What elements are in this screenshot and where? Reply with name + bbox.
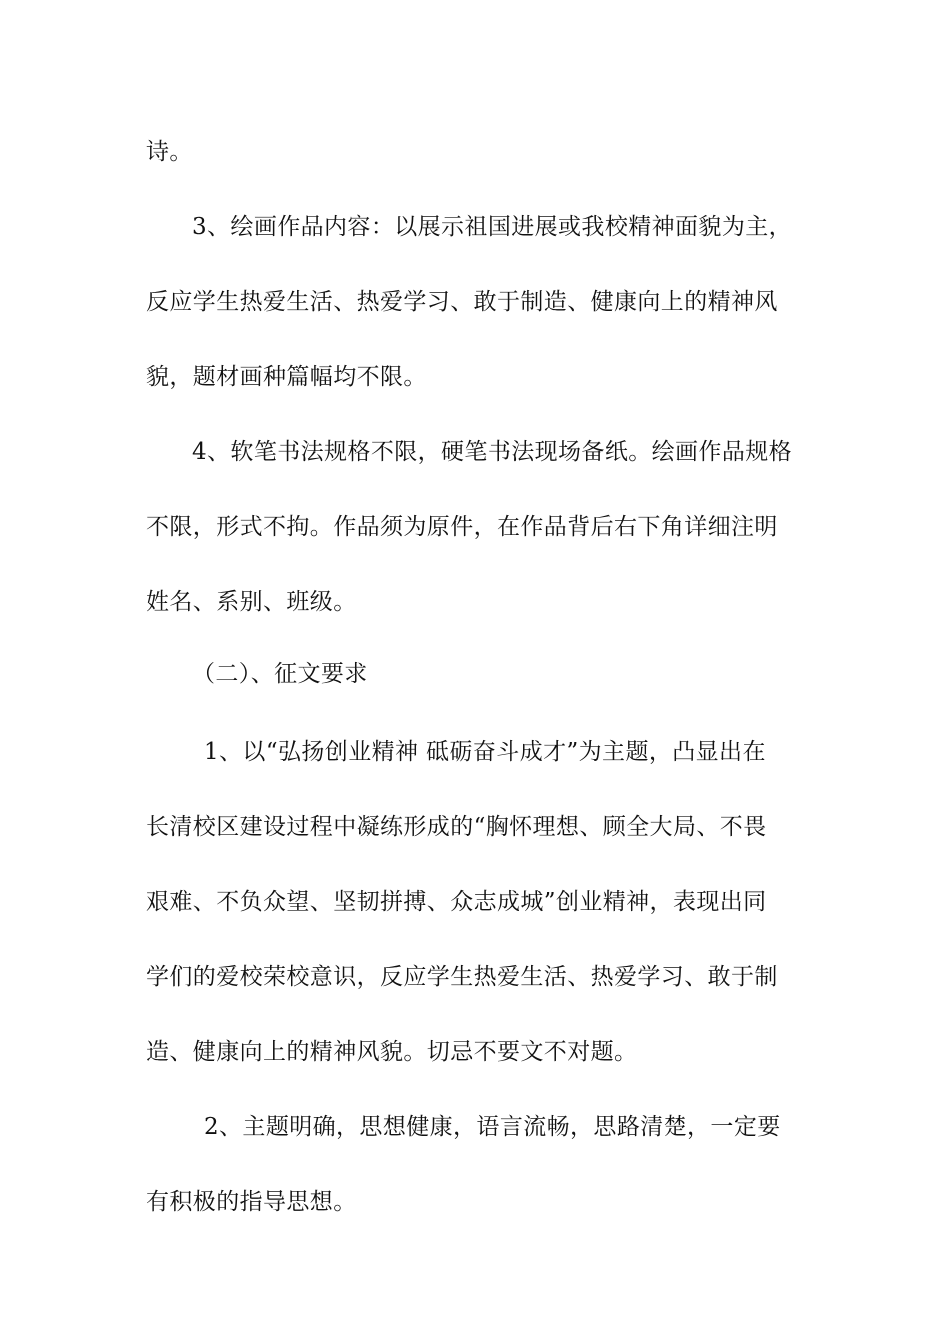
section-heading: （二）、征文要求 [192,661,368,687]
text-line: 姓名、系别、班级。 [146,589,357,615]
text-line: 1、以“弘扬创业精神 砥砺奋斗成才”为主题，凸显出在 [204,739,766,765]
text-line: 造、健康向上的精神风貌。切忌不要文不对题。 [146,1039,638,1065]
text-line: 长清校区建设过程中凝练形成的“胸怀理想、顾全大局、不畏 [146,814,767,840]
text-line: 不限，形式不拘。作品须为原件，在作品背后右下角详细注明 [146,514,778,540]
text-line: 2、主题明确，思想健康，语言流畅，思路清楚，一定要 [204,1114,781,1140]
text-line: 反应学生热爱生活、热爱学习、敢于制造、健康向上的精神风 [146,289,778,315]
text-line: 4、软笔书法规格不限，硬笔书法现场备纸。绘画作品规格 [192,439,793,465]
text-line: 貌，题材画种篇幅均不限。 [146,364,427,390]
text-line: 有积极的指导思想。 [146,1189,357,1215]
text-line: 学们的爱校荣校意识，反应学生热爱生活、热爱学习、敢于制 [146,964,778,990]
text-line: 3、绘画作品内容：以展示祖国进展或我校精神面貌为主， [192,214,793,240]
text-line: 艰难、不负众望、坚韧拼搏、众志成城”创业精神，表现出同 [146,889,767,915]
text-line: 诗。 [146,139,193,165]
